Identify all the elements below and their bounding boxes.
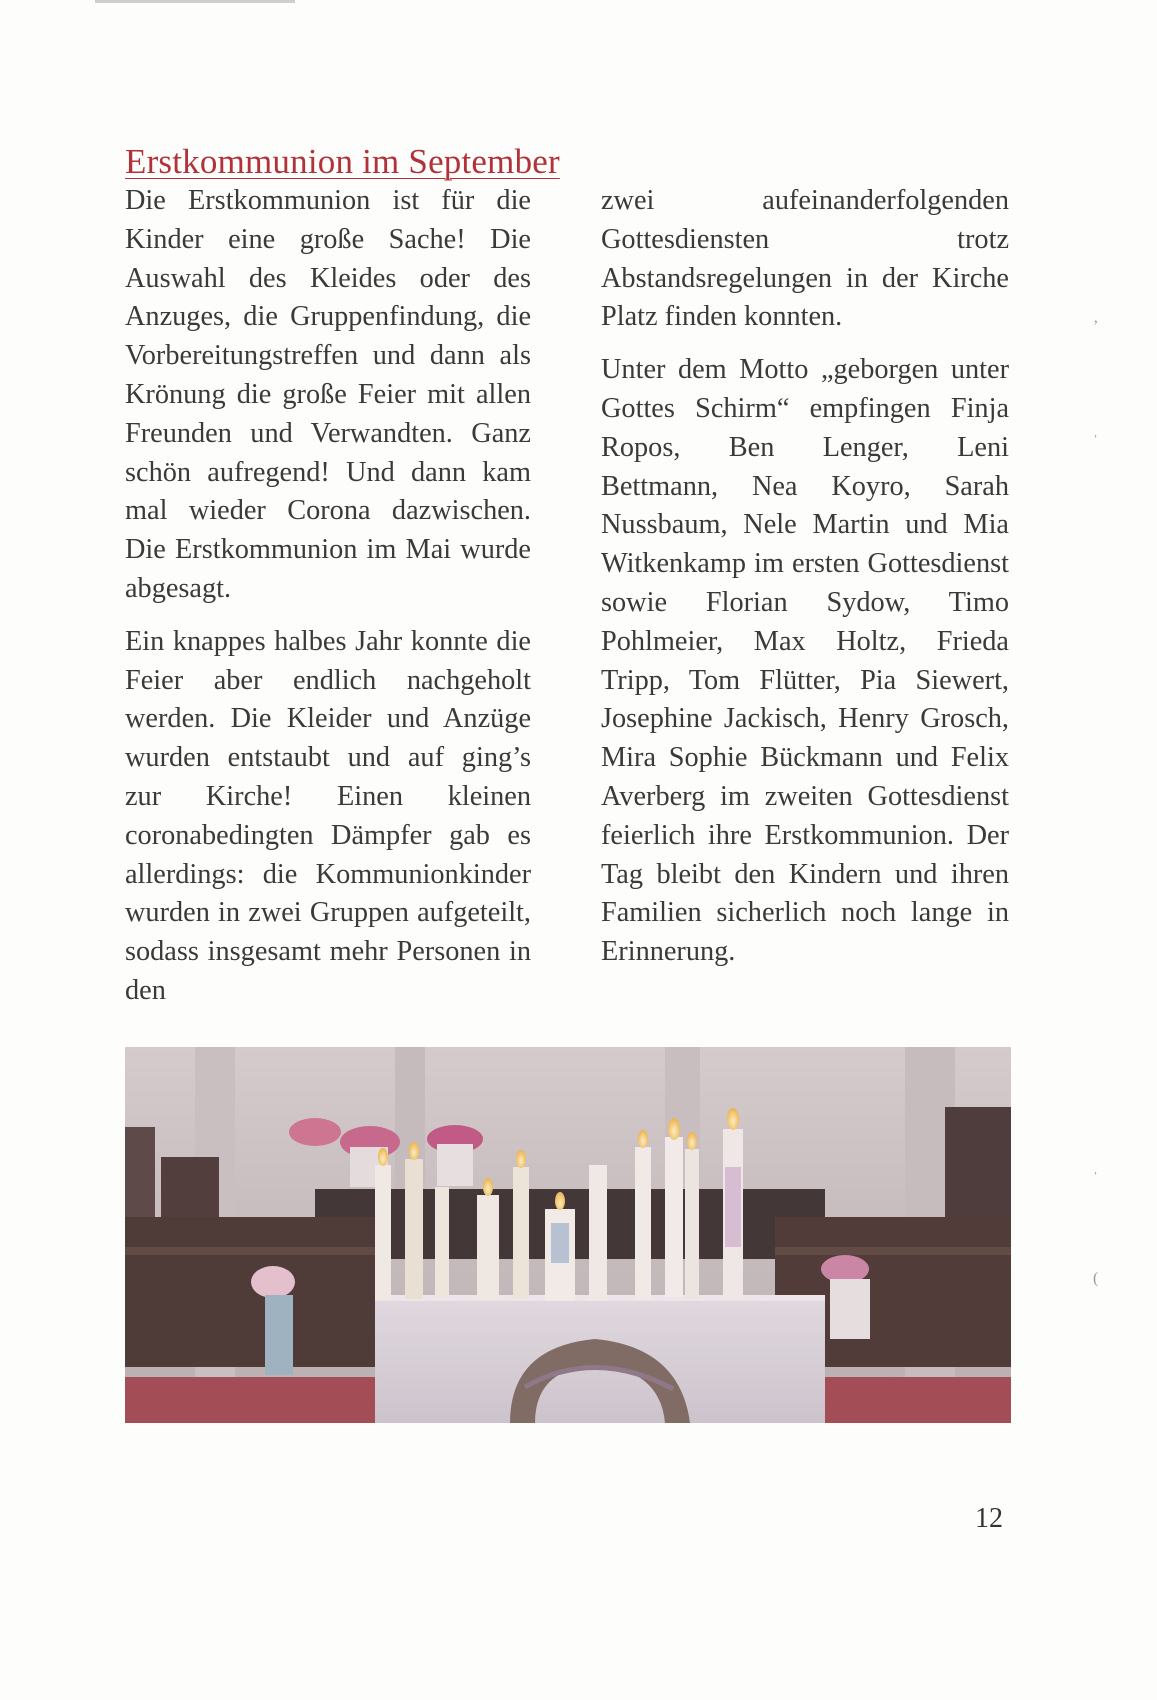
page-number: 12 [975, 1503, 1003, 1534]
paragraph: zwei aufeinanderfolgenden Gottesdiensten trotz Abstandsregelungen in der Kirche Platz finden konnten. [601, 185, 1009, 333]
margin-speck: ( [1093, 1270, 1099, 1287]
margin-speck: ˈ [1093, 433, 1099, 450]
paragraph: Unter dem Motto „geborgen unter Gottes Schirm“ empfingen Finja Ropos, Ben Lenger, Leni Bettmann, Nea Koyro, Sarah Nussbaum, Nele Martin und Mia Witkenkamp im ersten Gottesdienst sowie Florian Sydow, Timo Pohlmeier, Max Holtz, Frieda Tripp, Tom Flütter, Pia Siewert, Josephine Jackisch, Henry Grosch, Mira Sophie Bückmann und Felix Averberg im zweiten Gottesdienst feierlich ihre Erstkommunion. Der Tag bleibt den Kindern und ihren Familien sicherlich noch lange in Erinnerung. [601, 354, 1009, 968]
paragraph: Ein knappes halbes Jahr konnte die Feier aber endlich nachgeholt werden. Die Kleider und Anzüge wurden entstaubt und auf ging’s zur Kirche! Einen kleinen coronabedingten Dämpfer gab es allerdings: die Kommunionkinder wurden in zwei Gruppen aufgeteilt, sodass insgesamt mehr Personen in den [125, 625, 531, 1006]
altar-candles-photo [125, 1047, 1011, 1423]
article-column-right [601, 182, 1009, 986]
margin-speck: ’ [1093, 318, 1099, 335]
article-column-left [125, 182, 531, 1025]
paragraph: Die Erstkommunion ist für die Kinder eine große Sache! Die Auswahl des Kleides oder des Anzuges, die Gruppenfindung, die Vorbereitungstreffen und dann als Krönung die große Feier mit allen Freunden und Verwandten. Ganz schön aufregend! Und dann kam mal wieder Corona dazwischen. Die Erstkommunion im Mai wurde abgesagt. [125, 185, 531, 604]
scan-edge-top [95, 0, 295, 3]
article-title: Erstkommunion im September [125, 142, 560, 181]
margin-speck: ˈ [1093, 1170, 1099, 1187]
